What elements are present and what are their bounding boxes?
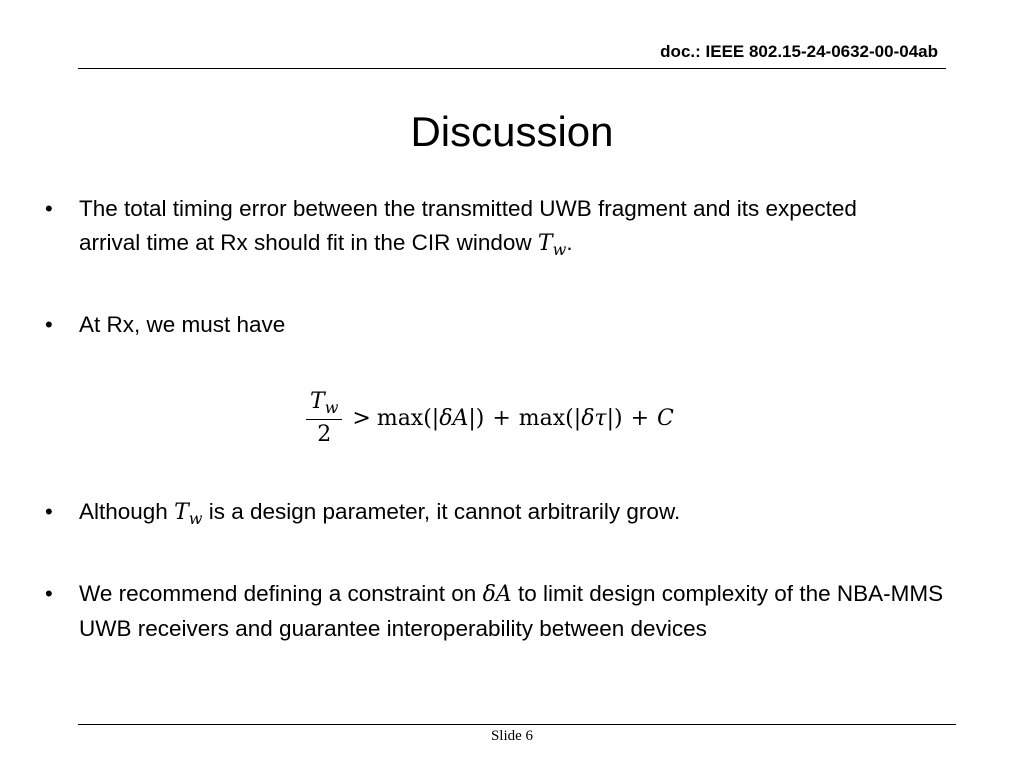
max-function: max(| bbox=[518, 405, 582, 431]
bullet-item-design-parameter bbox=[45, 495, 975, 531]
constant-symbol: C bbox=[657, 405, 674, 431]
delta-tau-symbol: δτ bbox=[581, 405, 607, 431]
math-main: T bbox=[174, 500, 189, 525]
bullet-text bbox=[79, 577, 979, 646]
footer-divider bbox=[78, 724, 956, 725]
bullet-text bbox=[79, 495, 979, 536]
math-subscript: w bbox=[188, 509, 203, 528]
math-symbol-tw bbox=[537, 231, 567, 259]
bullet-text-part: We recommend defining a constraint on bbox=[79, 581, 483, 606]
fraction-numerator bbox=[306, 389, 342, 420]
bullet-item-recommendation bbox=[45, 577, 975, 647]
fraction-tw-over-2 bbox=[306, 389, 342, 447]
plus-symbol: + bbox=[492, 405, 511, 431]
math-main: T bbox=[537, 231, 553, 256]
max-close: |) bbox=[606, 405, 623, 431]
bullet-text: At Rx, we must have bbox=[79, 312, 286, 337]
math-main: T bbox=[310, 389, 325, 414]
bullet-marker: • bbox=[45, 499, 53, 524]
max-function: max(| bbox=[376, 405, 440, 431]
delta-a-symbol: δA bbox=[439, 405, 469, 431]
bullet-marker: • bbox=[45, 196, 53, 221]
math-subscript: w bbox=[552, 240, 567, 259]
math-symbol-tw bbox=[174, 500, 203, 528]
bullet-item-at-rx bbox=[45, 308, 975, 344]
bullet-text-part: The total timing error between the transmitted UWB fragment and its expected arrival time at Rx should fit in the CIR window bbox=[79, 196, 857, 255]
bullet-text-part: Although bbox=[79, 499, 175, 524]
relation-symbol: > bbox=[352, 405, 371, 431]
plus-symbol: + bbox=[630, 405, 650, 431]
bullet-text-part: . bbox=[566, 230, 573, 255]
timing-constraint-equation bbox=[306, 378, 674, 458]
math-symbol-delta-a: δA bbox=[482, 582, 512, 607]
slide-number: Slide 6 bbox=[490, 728, 534, 744]
slide-title: Discussion bbox=[410, 108, 614, 155]
header-divider bbox=[78, 68, 946, 69]
bullet-text-part: is a design parameter, it cannot arbitrarily grow. bbox=[202, 499, 681, 524]
document-id-header: doc.: IEEE 802.15-24-0632-00-04ab bbox=[660, 42, 938, 61]
bullet-marker: • bbox=[45, 581, 53, 606]
fraction-denominator: 2 bbox=[317, 422, 332, 447]
bullet-text-part: to limit design complexity of the NBA-MMS UWB receivers and guarantee interoperability between devices bbox=[79, 581, 944, 641]
bullet-item-timing-error bbox=[45, 192, 975, 262]
math-subscript: w bbox=[324, 398, 339, 417]
max-close: |) bbox=[468, 405, 485, 431]
bullet-marker: • bbox=[45, 312, 53, 337]
bullet-text bbox=[79, 192, 879, 267]
